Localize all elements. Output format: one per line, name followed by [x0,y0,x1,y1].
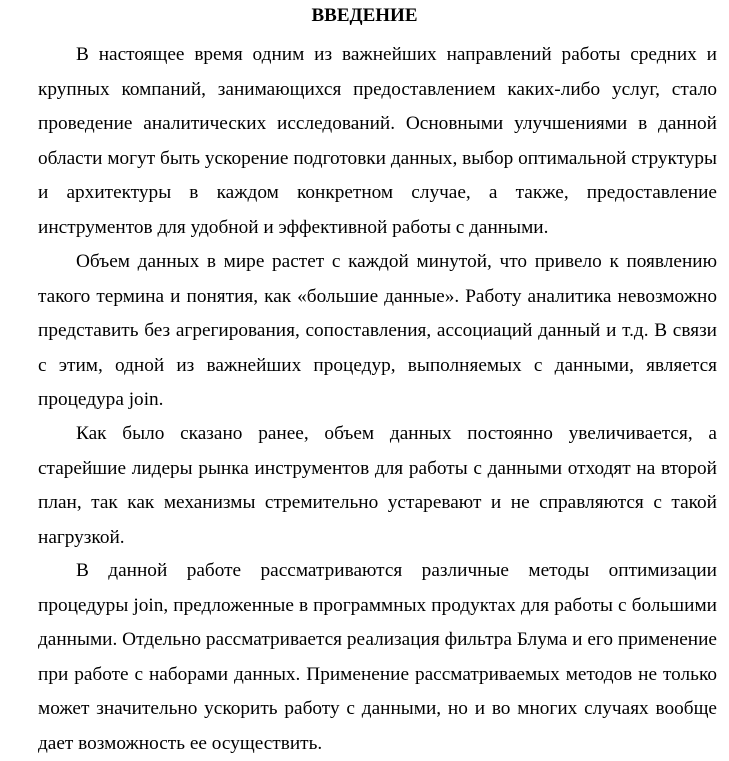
paragraph-3: Как было сказано ранее, объем данных постоянно увеличивается, а старейшие лидеры рынка инструментов для работы с данными отходят на второй план, так как механизмы стремительно устаревают и не справляются с такой нагрузкой. [38,423,717,548]
paragraph-1: В настоящее время одним из важнейших направлений работы средних и крупных компаний, занимающихся предоставлением каких-либо услуг, стало проведение аналитических исследований. Основными улучшениями в данной области могут быть ускорение подготовки данных, выбор оптимальной структуры и архитектуры в каждом конкретном случае, а также, предоставление инструментов для удобной и эффективной работы с данными. [38,44,717,238]
paragraph-2: Объем данных в мире растет с каждой минутой, что привело к появлению такого термина и понятия, как «большие данные». Работу аналитика невозможно представить без агрегирования, сопоставления, ассоциаций данный и т.д. В связи с этим, одной из важнейших процедур, выполняемых с данными, является процедура join. [38,251,717,410]
section-title: ВВЕДЕНИЕ [311,5,418,26]
paragraph-4: В данной работе рассматриваются различные методы оптимизации процедуры join, предложенные в программных продуктах для работы с большими данными. Отдельно рассматривается реализация фильтра Блума и его применение при работе с наборами данных. Применение рассматриваемых методов не только может значительно ускорить работу с данными, но и во многих случаях вообще дает возможность ее осуществить. [38,560,717,754]
